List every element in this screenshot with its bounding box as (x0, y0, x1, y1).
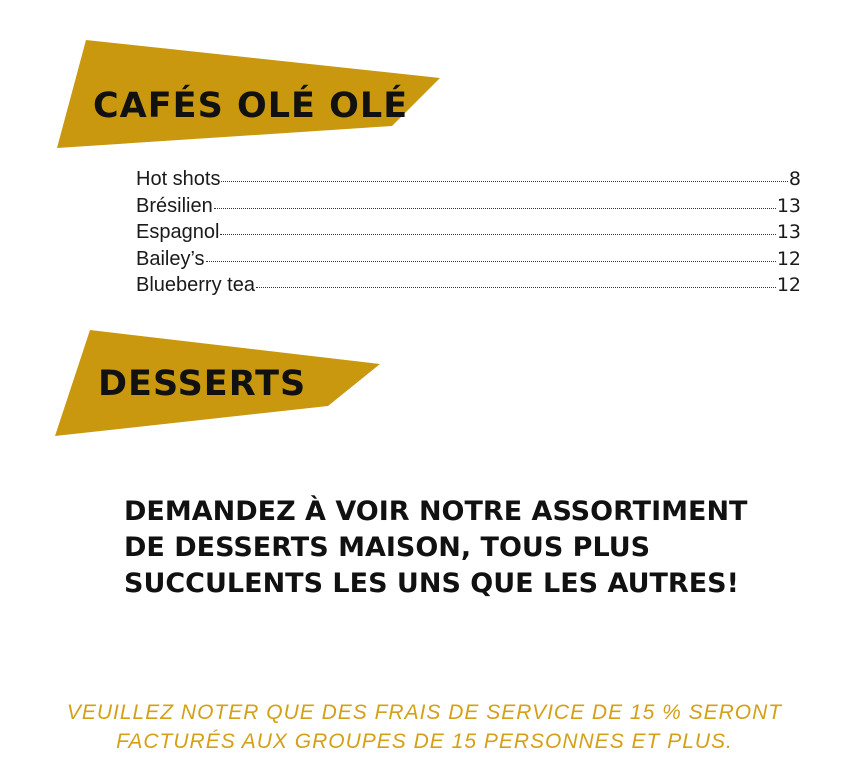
menu-item-name: Bailey’s (136, 247, 205, 270)
desserts-message-line: DEMANDEZ À VOIR NOTRE ASSORTIMENT (124, 496, 748, 527)
dotted-leader (221, 181, 787, 182)
menu-item-name: Hot shots (136, 168, 221, 190)
menu-item-hot-shots (136, 168, 801, 195)
menu-item-price: 8 (788, 168, 801, 190)
cafes-section-title: CAFÉS OLÉ OLÉ (93, 86, 409, 126)
menu-item-price: 13 (776, 221, 801, 243)
desserts-message (124, 494, 748, 602)
menu-item-name: Blueberry tea (136, 274, 255, 296)
dotted-leader (256, 287, 776, 288)
menu-item-name: Brésilien (136, 194, 213, 217)
service-note-line: FACTURÉS AUX GROUPES DE 15 PERSONNES ET PLUS. (116, 730, 733, 753)
dotted-leader (220, 234, 775, 235)
desserts-section-banner (0, 330, 380, 438)
service-charge-note (0, 698, 849, 756)
menu-item-name: Espagnol (136, 221, 220, 243)
menu-item-price: 13 (776, 194, 801, 217)
desserts-message-line: SUCCULENTS LES UNS QUE LES AUTRES! (124, 568, 739, 599)
menu-item-blueberry-tea (136, 274, 801, 301)
cafes-section-banner (0, 40, 440, 150)
menu-item-bresilien (136, 195, 801, 222)
service-note-line: VEUILLEZ NOTER QUE DES FRAIS DE SERVICE DE 15 % SERONT (66, 701, 783, 724)
menu-item-espagnol (136, 221, 801, 248)
desserts-message-line: DE DESSERTS MAISON, TOUS PLUS (124, 532, 651, 563)
dotted-leader (214, 208, 776, 209)
desserts-section-title: DESSERTS (98, 364, 307, 404)
menu-item-price: 12 (776, 247, 801, 270)
menu-item-baileys (136, 248, 801, 275)
menu-item-price: 12 (776, 274, 801, 296)
dotted-leader (206, 261, 776, 262)
cafes-menu-list (136, 168, 801, 301)
